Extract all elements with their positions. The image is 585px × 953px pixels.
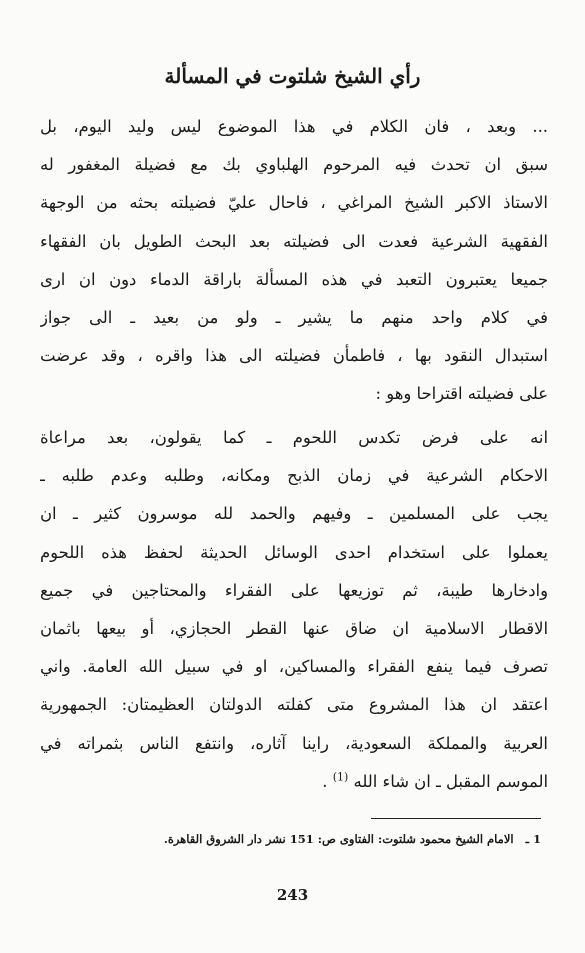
text-line: العربية والمملكة السعودية، راينا آثاره، وانتفع الناس بثمراته في [40,733,548,753]
text-line: ... وبعد ، فان الكلام في هذا الموضوع ليس وليد اليوم، بل [40,117,548,136]
paragraph-1 [40,108,548,414]
text-line-final [40,763,548,801]
footnote-text: الامام الشيخ محمود شلتوت: الفتاوى ص: 151 نشر دار الشروق القاهرة. [163,832,514,846]
text-line: الموسم المقبل ـ ان شاء الله [353,771,548,791]
text-line: الفقهية الشرعية فعدت الى فضيلته بعد البحث الطويل بان الفقهاء [40,231,548,251]
footnote-number: 1 ـ [525,832,541,846]
text-line: وادخارها طيبة، ثم توزيعها على الفقراء والمحتاجين في جميع [40,580,548,600]
text-line: الاقطار الاسلامية ان ضاق عنها القطر الحجازي، أو بيعها باثمان [40,618,548,638]
page-title: رأي الشيخ شلتوت في المسألة [164,64,421,88]
text-line: الاستاذ الاكبر الشيخ المراغي ، فاحال عليّ فضيلته بحثه من الوجهة [40,193,548,213]
text-line: جميعا يعتبرون التعبد في هذه المسألة باراقة الدماء دون ان ارى [40,269,548,289]
footnote [41,832,541,846]
text-line: الاحكام الشرعية في زمان الذبح ومكانه، وطلبه وعدم طلبه ـ [40,466,548,486]
footnote-divider [371,818,541,819]
text-line: انه على فرض تكدس اللحوم ـ كما يقولون، بعد مراعاة [40,428,548,447]
footnote-reference[interactable]: (1) [332,770,349,784]
text-line: اعتقد ان هذا المشروع متى كفلته الدولتان العظيمتان: الجمهورية [40,695,548,715]
text-line: يعملوا على استخدام احدى الوسائل الحديثة لحفظ هذه اللحوم [40,542,548,562]
text-line: استبدال النقود بها ، فاطمأن فضيلته الى هذا واقره ، وقد عرضت [40,346,548,366]
paragraph-2 [40,419,548,801]
text-line: تصرف فيما ينفع الفقراء والمساكين، او في سبيل الله العامة. واني [40,657,548,677]
text-line: على فضيلته اقتراحا وهو : [375,384,548,404]
text-line: يجب على المسلمين ـ وفيهم والحمد لله موسرون كثير ـ ان [40,504,548,524]
text-line: سبق ان تحدث فيه المرحوم الهلباوي بك مع فضيلة المغفور له [40,155,548,175]
page-number: 243 [276,886,309,904]
sentence-end: . [322,771,328,791]
text-line: في كلام واحد منهم ما يشير ـ ولو من بعيد ـ الى جواز [40,307,548,327]
